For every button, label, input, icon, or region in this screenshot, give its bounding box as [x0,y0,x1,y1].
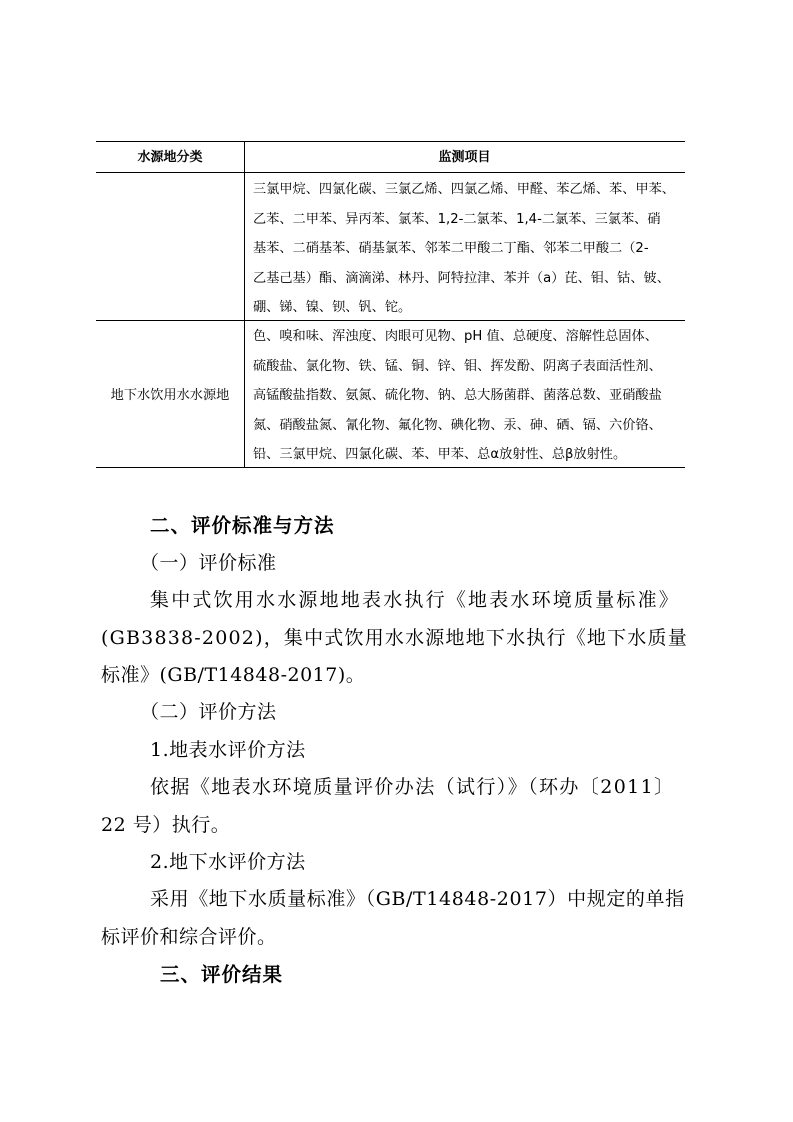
item-groundwater-heading: 2.地下水评价方法 [150,851,306,873]
paragraph-line: (GB3838-2002)，集中式饮用水水源地地下水执行《地下水质量 [101,627,688,649]
paragraph-line: 标评价和综合评价。 [101,926,277,948]
table-row-1-line: 三氯甲烷、四氯化碳、三氯乙烯、四氯乙烯、甲醛、苯乙烯、苯、甲苯、 [253,182,675,197]
paragraph-line: 依据《地表水环境质量评价办法（试行）》（环办〔2011〕 [150,776,675,798]
table-row-2-line: 色、嗅和味、浑浊度、肉眼可见物、pH 值、总硬度、溶解性总固体、 [253,329,658,344]
table-top-rule [96,141,685,142]
table-row-2-line: 硫酸盐、氯化物、铁、锰、铜、锌、钼、挥发酚、阴离子表面活性剂、 [253,358,662,374]
paragraph-line: 标准》(GB/T14848-2017)。 [101,664,366,686]
table-row-1-line: 乙基己基）酯、滴滴涕、林丹、阿特拉津、苯并（a）芘、钼、钴、铍、 [253,270,670,286]
table-row-1-line: 基苯、二硝基苯、硝基氯苯、邻苯二甲酸二丁酯、邻苯二甲酸二（2- [253,241,649,257]
paragraph-line: 集中式饮用水水源地地表水执行《地表水环境质量标准》 [150,589,681,611]
subsection-methods-heading: （二）评价方法 [140,701,277,723]
table-row-1-items [253,175,679,323]
table-header-rule [96,172,685,173]
table-row-2-line: 氮、硝酸盐氮、氰化物、氟化物、碘化物、汞、砷、硒、镉、六价铬、 [253,417,662,433]
section-2-heading: 二、评价标准与方法 [150,514,335,537]
paragraph-line: 采用《地下水质量标准》（GB/T14848-2017）中规定的单指 [150,888,685,910]
table-row-2-line: 铅、三氯甲烷、四氯化碳、苯、甲苯、总α放射性、总β放射性。 [253,447,627,463]
table-header-category: 水源地分类 [137,150,203,165]
table-column-divider [244,141,245,467]
subsection-standards-heading: （一）评价标准 [140,552,277,574]
table-header-items: 监测项目 [438,150,491,165]
table-row-2-items [253,322,679,470]
item-surface-water-heading: 1.地表水评价方法 [150,739,306,761]
section-3-heading: 三、评价结果 [160,963,284,986]
paragraph-line: 22 号）执行。 [101,814,231,836]
table-row-2-category: 地下水饮用水水源地 [110,388,230,403]
table-row-1-line: 乙苯、二甲苯、异丙苯、氯苯、1,2-二氯苯、1,4-二氯苯、三氯苯、硝 [253,211,661,227]
table-row-1-line: 硼、锑、镍、钡、钒、铊。 [253,300,412,316]
table-row-2-line: 高锰酸盐指数、氨氮、硫化物、钠、总大肠菌群、菌落总数、亚硝酸盐 [253,388,662,404]
